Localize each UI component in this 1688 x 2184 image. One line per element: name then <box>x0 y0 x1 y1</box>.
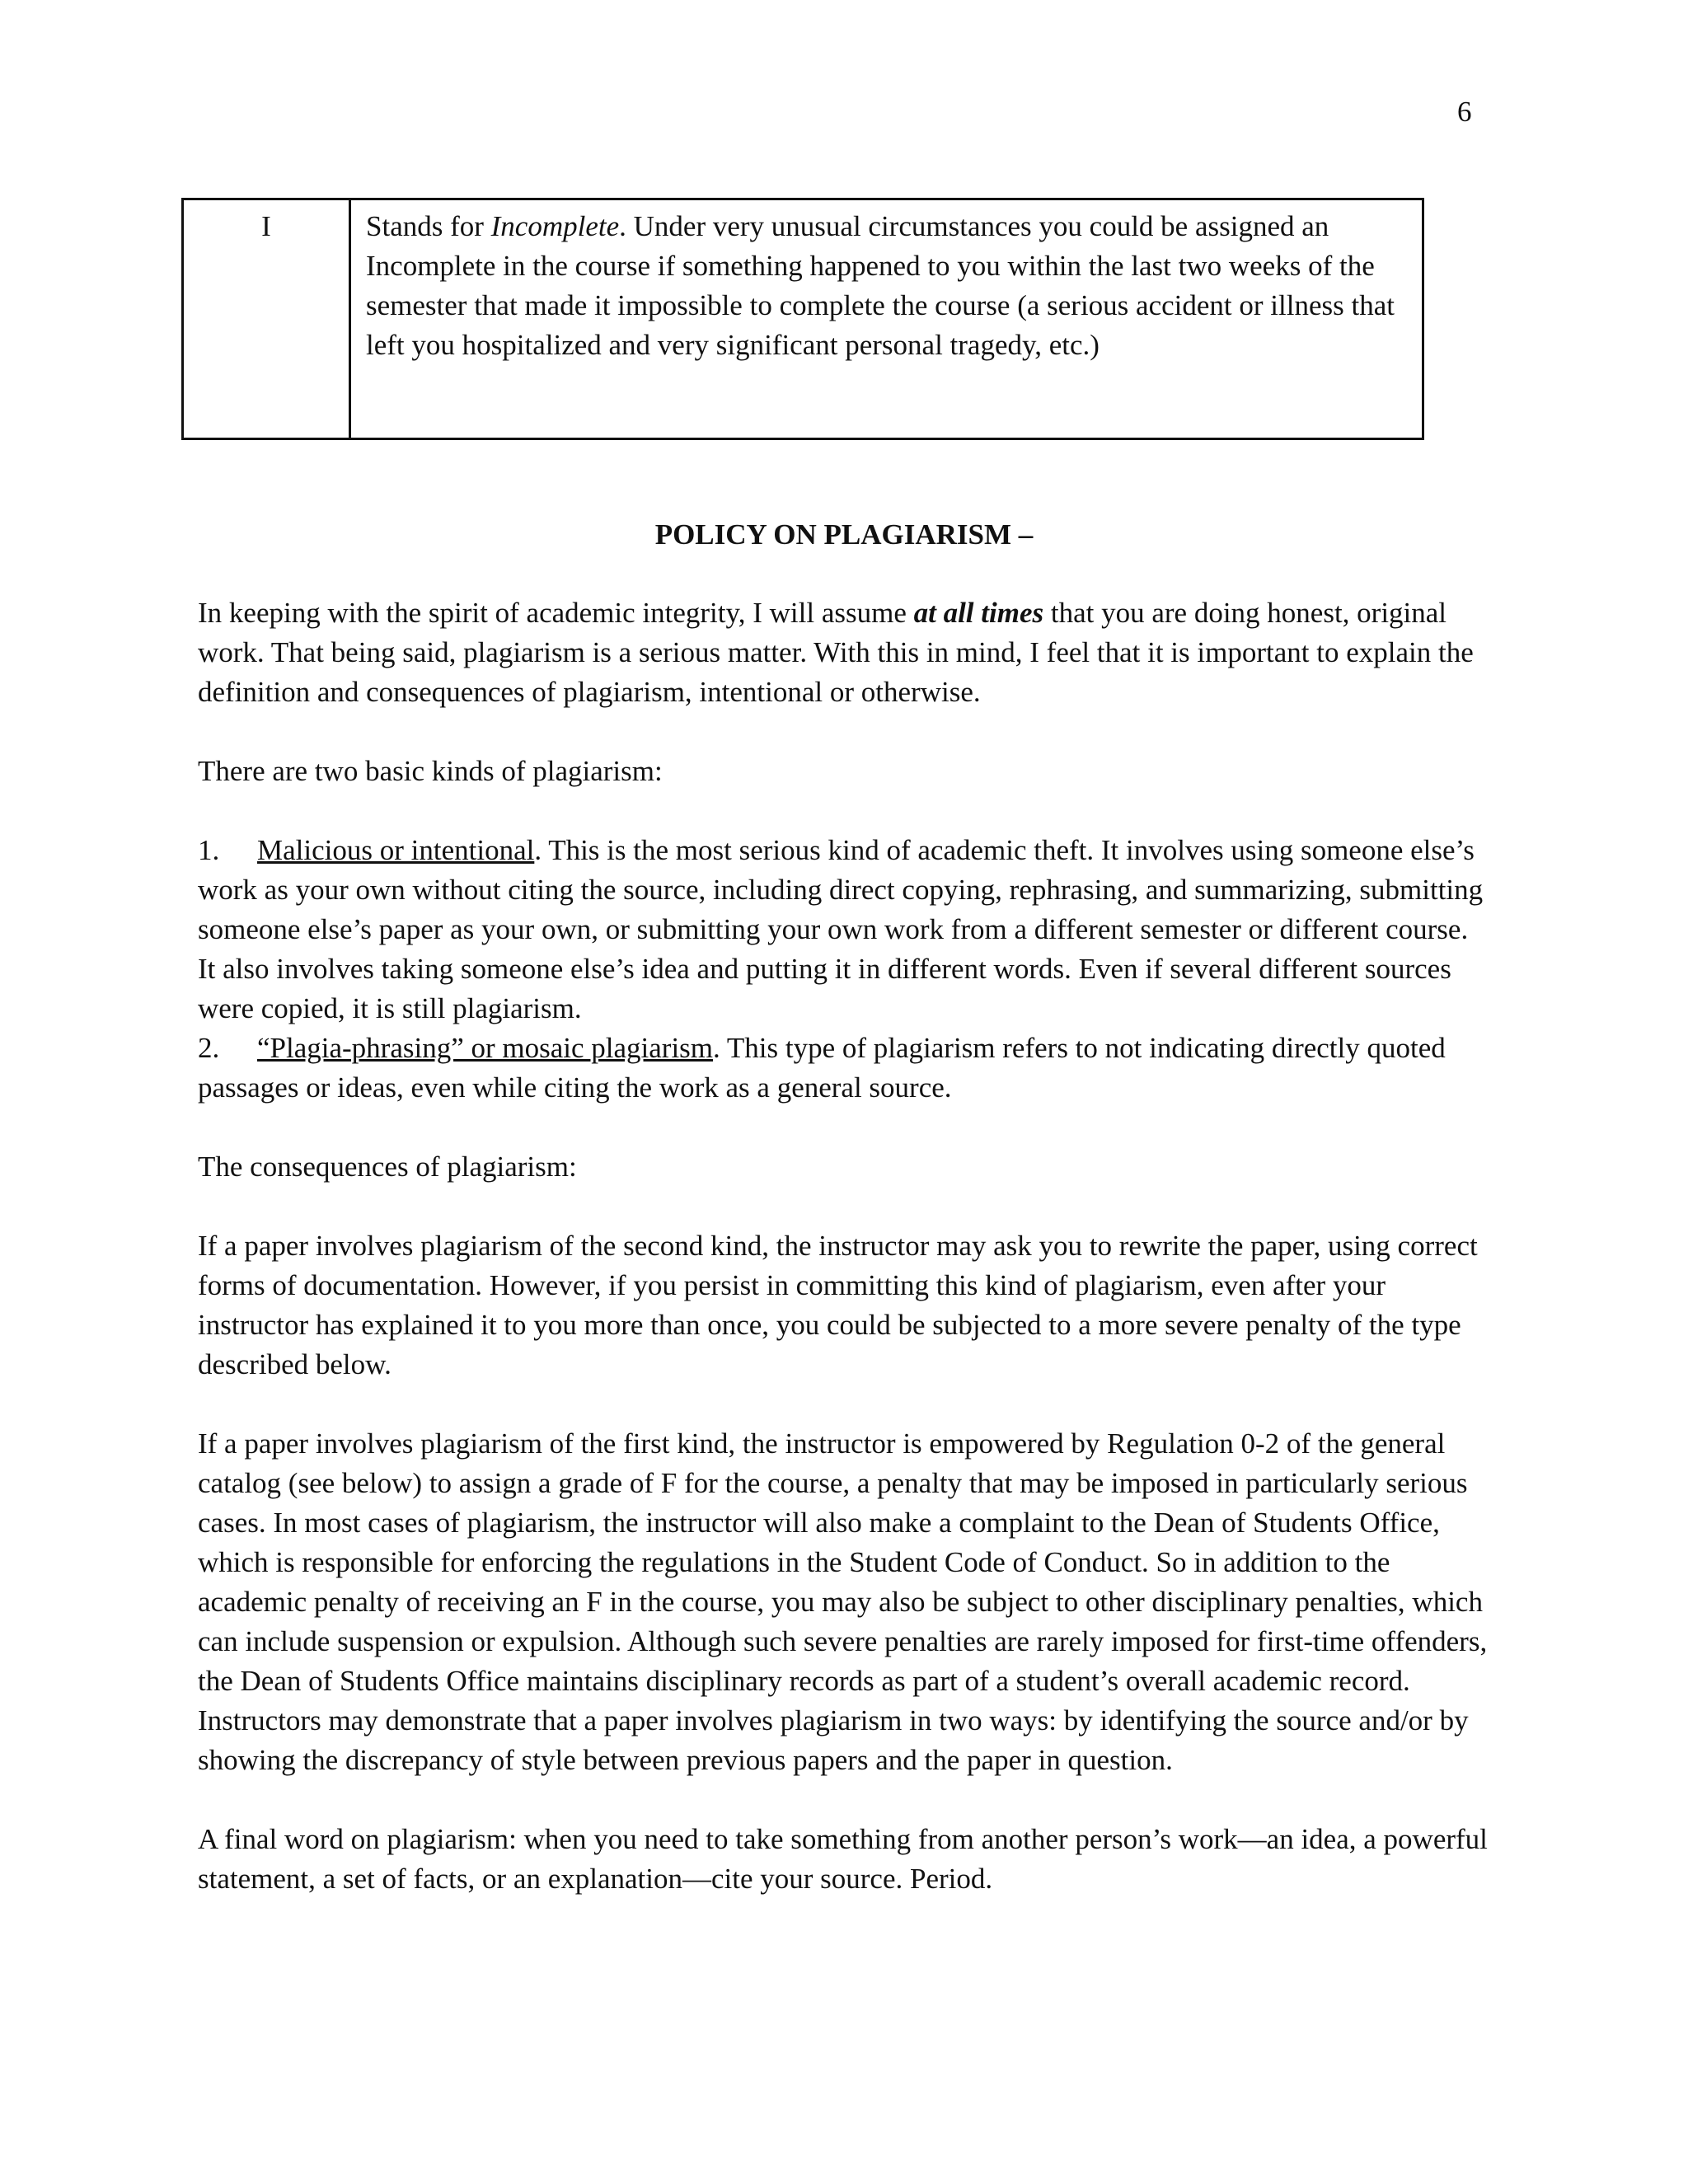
grade-description-lead: Stands for <box>366 210 491 242</box>
consequences-heading: The consequences of plagiarism: <box>198 1151 577 1183</box>
table-row <box>183 199 1423 439</box>
first-kind-paragraph: If a paper involves plagiarism of the first kind, the instructor is empowered by Regulation 0-2 of the general catalog (see below) to assign a grade of F for the course, a penalty that may be imposed in particularly serious cases. In most cases of plagiarism, the instructor will also make a complaint to the Dean of Students Office, which is responsible for enforcing the regulations in the Student Code of Conduct. So in addition to the academic penalty of receiving an F in the course, you may also be subject to other disciplinary penalties, which can include suspension or expulsion. Although such severe penalties are rarely imposed for first-time offenders, the Dean of Students Office maintains disciplinary records as part of a student’s overall academic record. <box>198 1427 1488 1697</box>
intro-text-b: that you are doing honest, original work. That being said, plagiarism is a serious matter. With this in mind, I feel that it is important to explain the definition and consequences of plagiarism, intentional or otherwise. <box>198 597 1474 708</box>
list-item-text: . This is the most serious kind of academic theft. It involves using someone else’s work as your own without citing the source, including direct copying, rephrasing, and summarizing, submitting someone else’s paper as your own, or submitting your own work from a different semester or different course. It also involves taking someone else’s idea and putting it in different words. Even if several different sources were copied, it is still plagiarism. <box>198 834 1484 1024</box>
demonstrate-paragraph: Instructors may demonstrate that a paper involves plagiarism in two ways: by identifying the source and/or by showing the discrepancy of style between previous papers and the paper in question. <box>198 1704 1469 1776</box>
list-number: 2. <box>198 1032 220 1064</box>
list-item-text: . This type of plagiarism refers to not indicating directly quoted passages or ideas, even while citing the work as a general source. <box>198 1032 1446 1104</box>
list-item-malicious <box>198 831 1492 1029</box>
grade-description-cell <box>350 199 1423 439</box>
list-item-title: Malicious or intentional <box>257 834 535 866</box>
final-word-paragraph: A final word on plagiarism: when you need to take something from another person’s work—an idea, a powerful statement, a set of facts, or an explanation—cite your source. Period. <box>198 1823 1488 1895</box>
list-item-mosaic <box>198 1029 1492 1108</box>
page-number: 6 <box>1457 96 1472 128</box>
grade-code-cell <box>183 199 350 439</box>
second-kind-paragraph: If a paper involves plagiarism of the second kind, the instructor may ask you to rewrite the paper, using correct forms of documentation. However, if you persist in committing this kind of plagiarism, even after your instructor has explained it to you more than once, you could be subjected to a more severe penalty of the type described below. <box>198 1230 1478 1380</box>
grade-code: I <box>261 210 271 242</box>
grade-description-rest: . Under very unusual circumstances you could be assigned an Incomplete in the course if something happened to you within the last two weeks of the semester that made it impossible to complete the course (a serious accident or illness that left you hospitalized and very significant personal tragedy, etc.) <box>366 210 1395 361</box>
intro-paragraph <box>198 593 1492 712</box>
policy-title: POLICY ON PLAGIARISM – <box>654 518 1034 551</box>
list-item-title: “Plagia-phrasing” or mosaic plagiarism <box>257 1032 714 1064</box>
kinds-heading: There are two basic kinds of plagiarism: <box>198 755 663 787</box>
grade-term: Incomplete <box>490 210 620 242</box>
grade-table <box>181 198 1424 440</box>
policy-body <box>198 593 1492 1899</box>
intro-text-a: In keeping with the spirit of academic integrity, I will assume <box>198 597 914 629</box>
intro-emphasis: at all times <box>913 597 1044 629</box>
list-number: 1. <box>198 834 220 866</box>
